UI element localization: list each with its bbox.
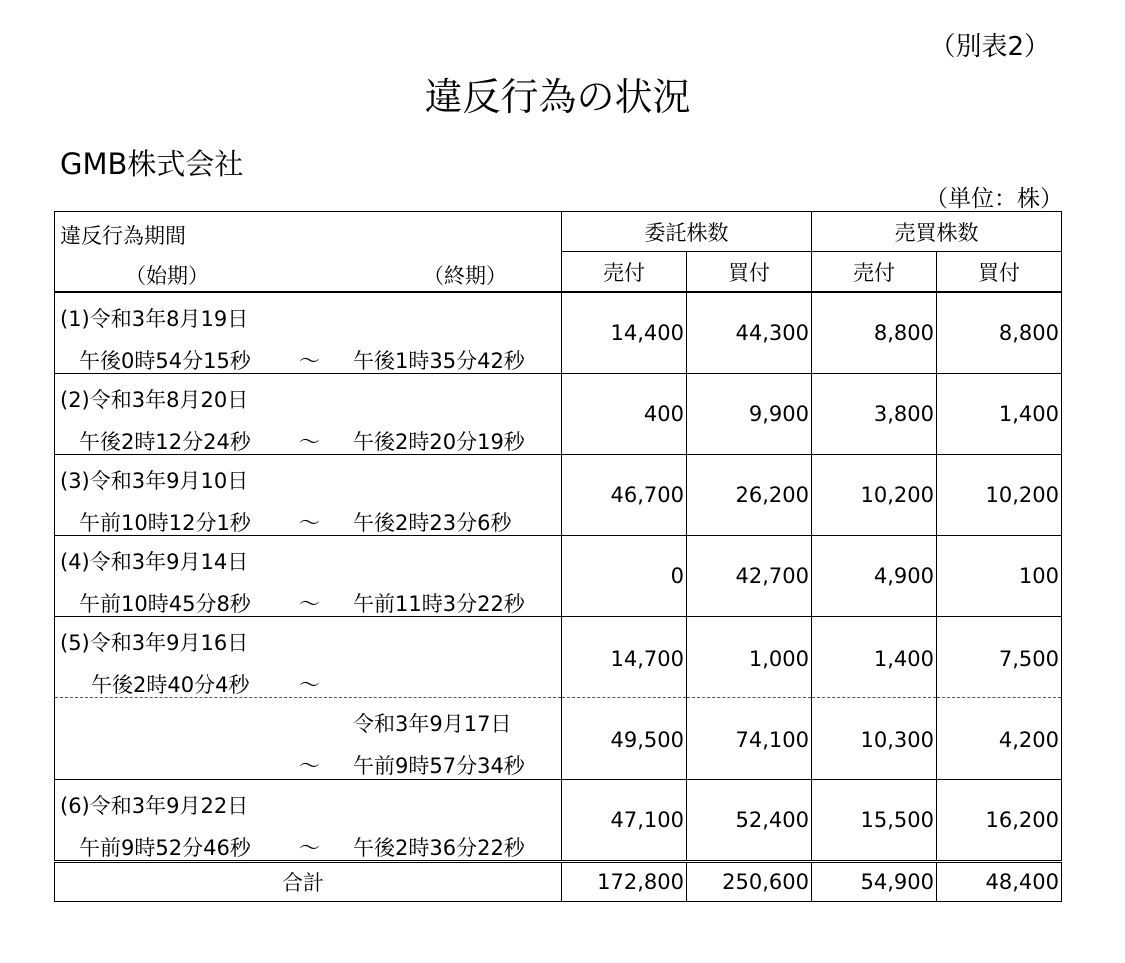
trading-buy-value: 100 <box>937 536 1062 617</box>
trading-sell-value: 4,900 <box>812 536 937 617</box>
period-end: 午後2時20分19秒 <box>353 430 525 454</box>
table-row <box>55 617 1062 780</box>
appendix-label: （別表2） <box>929 32 1050 62</box>
total-trading-buy: 48,400 <box>937 862 1062 902</box>
table-row <box>55 536 1062 617</box>
period-tilde: ～ <box>299 836 320 860</box>
consigned-sell-cell <box>562 617 687 780</box>
consigned-sell-value: 0 <box>562 536 687 617</box>
consigned-buy-cell <box>687 617 812 780</box>
consigned-sell-value: 47,100 <box>562 780 687 862</box>
period-date: (2)令和3年8月20日 <box>60 388 249 412</box>
period-cell <box>55 617 562 780</box>
period-start: 午後0時54分15秒 <box>79 349 251 373</box>
consigned-buy-value: 26,200 <box>687 455 812 536</box>
table-row <box>55 455 1062 536</box>
consigned-sell-cont-value: 49,500 <box>610 728 684 752</box>
consigned-sell-header: 売付 <box>562 252 687 293</box>
trading-sell-value: 15,500 <box>812 780 937 862</box>
period-cell <box>55 536 562 617</box>
period-header: 違反行為期間 <box>60 224 186 248</box>
period-tilde: ～ <box>299 430 320 454</box>
period-cell <box>55 292 562 374</box>
trading-buy-value: 8,800 <box>937 292 1062 374</box>
period-end: 午後2時36分22秒 <box>353 836 525 860</box>
consigned-header: 委託株数 <box>562 212 812 252</box>
consigned-sell-value: 14,400 <box>562 292 687 374</box>
trading-buy-value: 16,200 <box>937 780 1062 862</box>
consigned-sell-value: 400 <box>562 374 687 455</box>
period-cell <box>55 455 562 536</box>
consigned-buy-cont-value: 74,100 <box>735 728 809 752</box>
period-end: 午後2時23分6秒 <box>353 511 512 535</box>
trading-buy-cell <box>937 617 1062 780</box>
total-consigned-buy: 250,600 <box>687 862 812 902</box>
period-date: (1)令和3年8月19日 <box>60 307 249 331</box>
start-header: （始期） <box>125 264 209 288</box>
period-tilde: ～ <box>299 673 320 697</box>
table-row <box>55 780 1062 862</box>
consigned-buy-value: 52,400 <box>687 780 812 862</box>
period-end: 午前11時3分22秒 <box>353 592 525 616</box>
company-name: GMB株式会社 <box>60 147 244 181</box>
period-header-cell <box>55 212 562 293</box>
period-start: 午前9時52分46秒 <box>79 836 251 860</box>
trading-sell-header: 売付 <box>812 252 937 293</box>
period-date: (4)令和3年9月14日 <box>60 550 249 574</box>
trading-buy-value: 10,200 <box>937 455 1062 536</box>
trading-sell-value: 10,200 <box>812 455 937 536</box>
page-title: 違反行為の状況 <box>424 75 691 119</box>
total-row <box>55 862 1062 902</box>
trading-buy-cont-value: 4,200 <box>998 728 1059 752</box>
consigned-sell-value: 46,700 <box>562 455 687 536</box>
period-start: 午前10時45分8秒 <box>79 592 251 616</box>
period-end: 午後1時35分42秒 <box>353 349 525 373</box>
dashed-divider <box>937 697 1061 698</box>
period-cont-end: 午前9時57分34秒 <box>353 754 525 778</box>
consigned-buy-header: 買付 <box>687 252 812 293</box>
trading-sell-value: 3,800 <box>812 374 937 455</box>
period-cell <box>55 374 562 455</box>
consigned-sell-value: 14,700 <box>610 647 684 671</box>
end-header: （終期） <box>423 264 507 288</box>
unit-label: （単位：株） <box>925 186 1063 212</box>
consigned-buy-value: 44,300 <box>687 292 812 374</box>
trading-buy-header: 買付 <box>937 252 1062 293</box>
trading-buy-value: 7,500 <box>998 647 1059 671</box>
period-cell <box>55 780 562 862</box>
trading-sell-value: 8,800 <box>812 292 937 374</box>
dashed-divider <box>812 697 936 698</box>
period-tilde: ～ <box>299 349 320 373</box>
period-start: 午前10時12分1秒 <box>79 511 251 535</box>
period-tilde: ～ <box>299 592 320 616</box>
dashed-divider <box>55 697 561 698</box>
period-start: 午後2時12分24秒 <box>79 430 251 454</box>
period-tilde: ～ <box>299 511 320 535</box>
table-row <box>55 292 1062 374</box>
total-consigned-sell: 172,800 <box>562 862 687 902</box>
consigned-buy-value: 42,700 <box>687 536 812 617</box>
trading-header: 売買株数 <box>812 212 1062 252</box>
consigned-buy-value: 9,900 <box>687 374 812 455</box>
table-row <box>55 374 1062 455</box>
total-label: 合計 <box>55 862 562 902</box>
period-cont-date: 令和3年9月17日 <box>353 712 512 736</box>
period-date: (3)令和3年9月10日 <box>60 469 249 493</box>
violation-table <box>54 211 1062 902</box>
dashed-divider <box>562 697 686 698</box>
trading-buy-value: 1,400 <box>937 374 1062 455</box>
trading-sell-value: 1,400 <box>873 647 934 671</box>
dashed-divider <box>687 697 811 698</box>
consigned-buy-value: 1,000 <box>748 647 809 671</box>
header-row-1 <box>55 212 1062 252</box>
trading-sell-cell <box>812 617 937 780</box>
period-date: (5)令和3年9月16日 <box>60 631 249 655</box>
total-trading-sell: 54,900 <box>812 862 937 902</box>
period-date: (6)令和3年9月22日 <box>60 794 249 818</box>
period-cont-tilde: ～ <box>299 754 320 778</box>
trading-sell-cont-value: 10,300 <box>860 728 934 752</box>
period-start: 午後2時40分4秒 <box>91 673 250 697</box>
